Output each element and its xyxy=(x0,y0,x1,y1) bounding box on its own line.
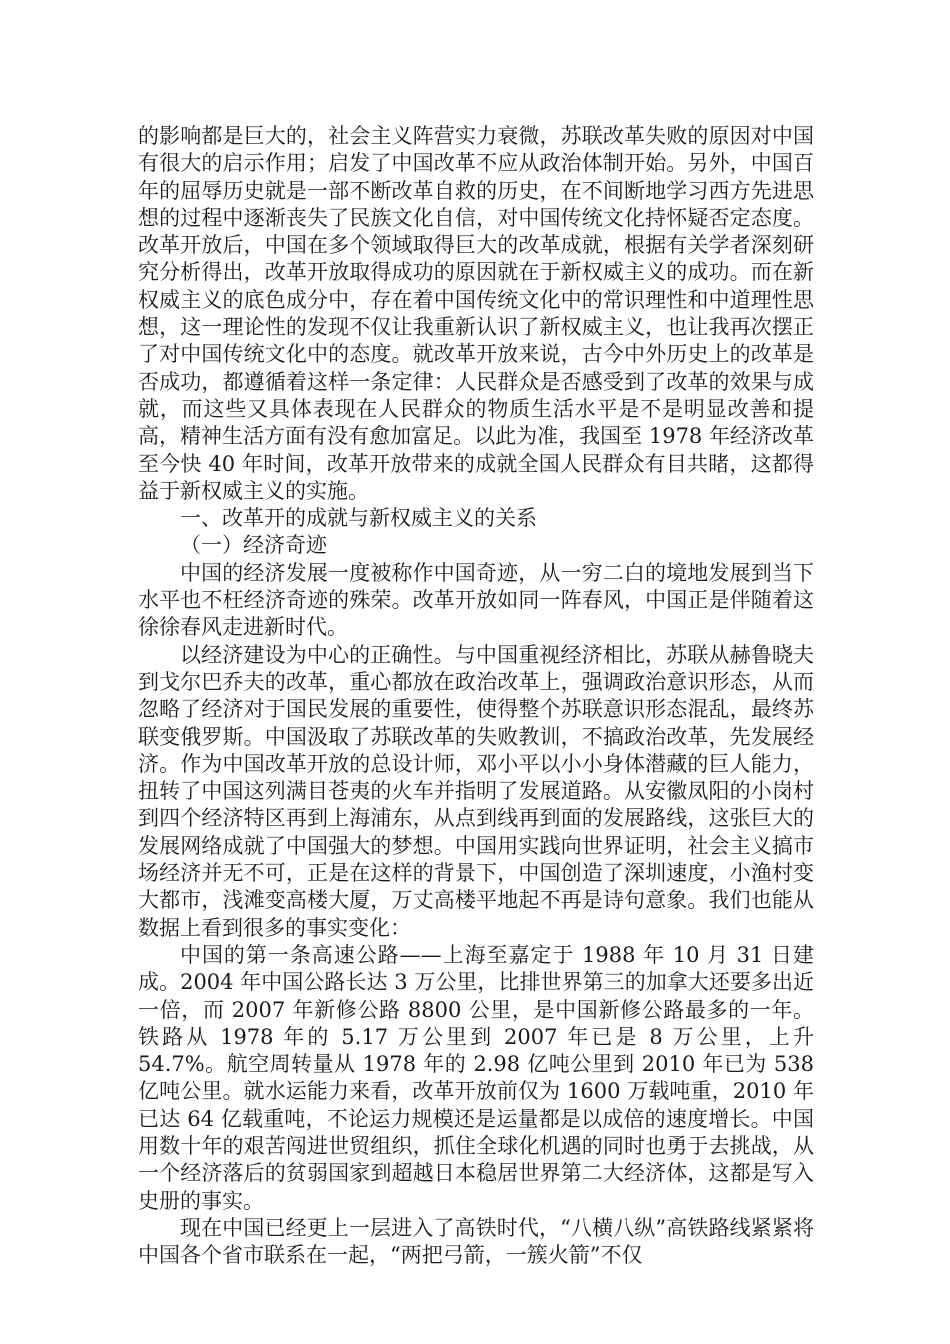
paragraph-high-speed-rail: 现在中国已经更上一层进入了高铁时代，“八横八纵”高铁路线紧紧将中国各个省市联系在一起，“两把弓箭，一簇火箭”不仅 xyxy=(138,1215,814,1268)
document-body xyxy=(138,123,814,1269)
paragraph-infrastructure-data: 中国的第一条高速公路——上海至嘉定于 1988 年 10 月 31 日建成。2004 年中国公路长达 3 万公里，比排世界第三的加拿大还要多出近一倍，而 2007 年新修公路 8800 公里，是中国新修公路最多的一年。铁路从 1978 年的 5.17 万公里到 2007 年已是 8 万公里，上升 54.7%。航空周转量从 1978 年的 2.98 亿吨公里到 2010 年已为 538 亿吨公里。就水运能力来看，改革开放前仅为 1600 万载吨重，2010 年已达 64 亿载重吨，不论运力规模还是运量都是以成倍的速度增长。中国用数十年的艰苦闯进世贸组织，抓住全球化机遇的同时也勇于去挑战，从一个经济落后的贫弱国家到超越日本稳居世界第二大经济体，这都是写入史册的事实。 xyxy=(138,942,814,1213)
paragraph-continuation: 的影响都是巨大的，社会主义阵营实力衰微，苏联改革失败的原因对中国有很大的启示作用；启发了中国改革不应从政治体制开始。另外，中国百年的屈辱历史就是一部不断改革自救的历史，在不间断地学习西方先进思想的过程中逐渐丧失了民族文化自信，对中国传统文化持怀疑否定态度。改革开放后，中国在多个领域取得巨大的改革成就，根据有关学者深刻研究分析得出，改革开放取得成功的原因就在于新权威主义的成功。而在新权威主义的底色成分中，存在着中国传统文化中的常识理性和中道理性思想，这一理论性的发现不仅让我重新认识了新权威主义，也让我再次摆正了对中国传统文化中的态度。就改革开放来说，古今中外历史上的改革是否成功，都遵循着这样一条定律：人民群众是否感受到了改革的效果与成就，而这些又具体表现在人民群众的物质生活水平是不是明显改善和提高，精神生活方面有没有愈加富足。以此为准，我国至 1978 年经济改革至今快 40 年时间，改革开放带来的成就全国人民群众有目共睹，这都得益于新权威主义的实施。 xyxy=(138,124,814,503)
section-heading: 一、改革开的成就与新权威主义的关系 xyxy=(180,506,537,531)
subsection-heading: （一）经济奇迹 xyxy=(180,533,327,558)
paragraph-economy-center: 以经济建设为中心的正确性。与中国重视经济相比，苏联从赫鲁晓夫到戈尔巴乔夫的改革，重心都放在政治改革上，强调政治意识形态，从而忽略了经济对于国民发展的重要性，使得整个苏联意识形态混乱，最终苏联变俄罗斯。中国汲取了苏联改革的失败教训，不搞政治改革，先发展经济。作为中国改革开放的总设计师，邓小平以小小身体潜藏的巨人能力，扭转了中国这列满目苍夷的火车并指明了发展道路。从安徽凤阳的小岗村到四个经济特区再到上海浦东，从点到线再到面的发展路线，这张巨大的发展网络成就了中国强大的梦想。中国用实践向世界证明，社会主义搞市场经济并无不可，正是在这样的背景下，中国创造了深圳速度，小渔村变大都市，浅滩变高楼大厦，万丈高楼平地起不再是诗句意象。我们也能从数据上看到很多的事实变化： xyxy=(138,642,814,940)
paragraph-economic-miracle: 中国的经济发展一度被称作中国奇迹，从一穷二白的境地发展到当下水平也不枉经济奇迹的殊荣。改革开放如同一阵春风，中国正是伴随着这徐徐春风走进新时代。 xyxy=(138,560,814,640)
